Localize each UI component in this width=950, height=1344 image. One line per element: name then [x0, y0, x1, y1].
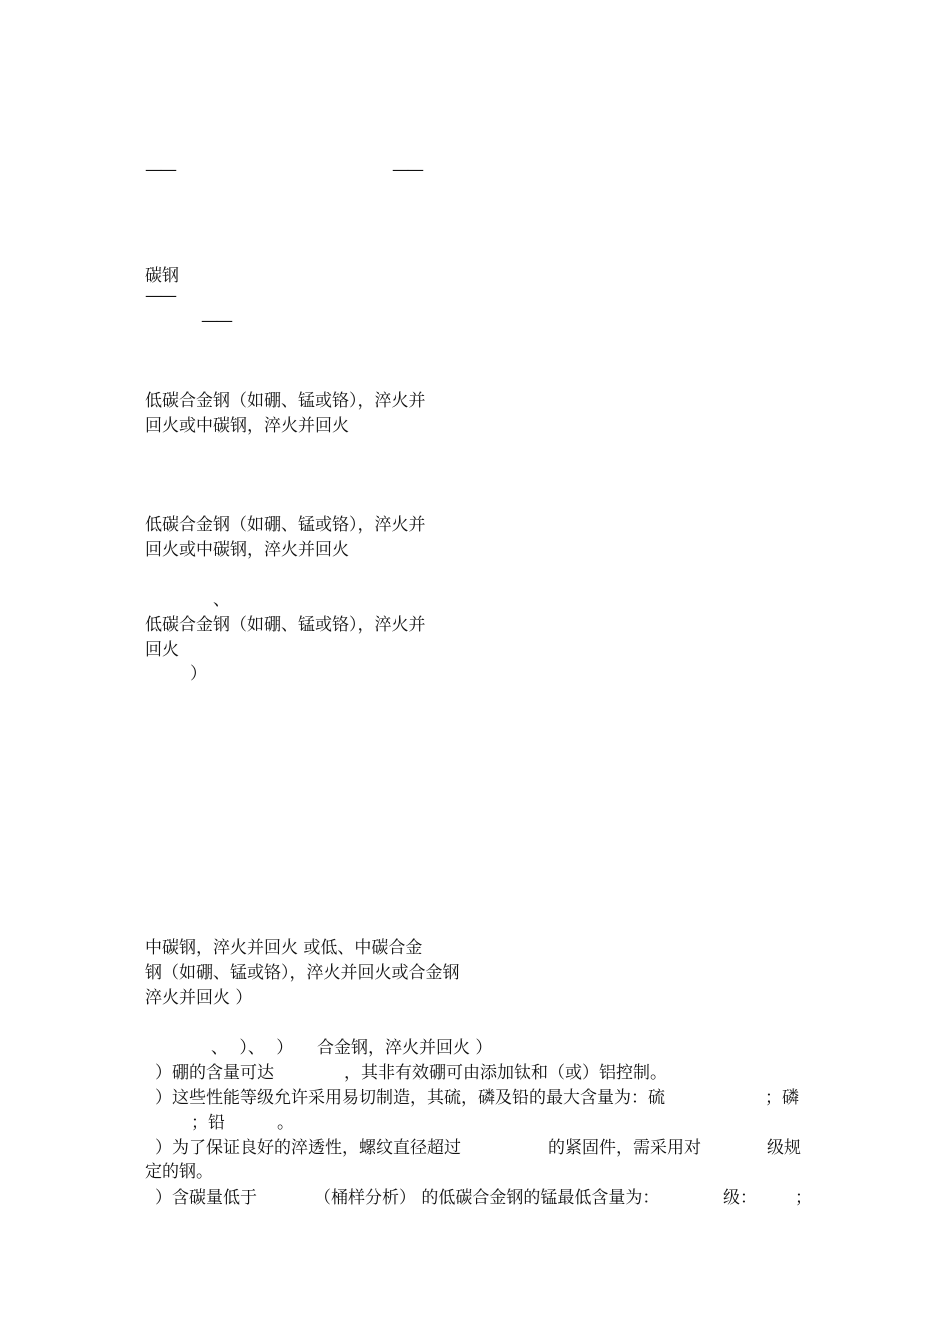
carbon-dash-2: —— [201, 311, 231, 331]
carbon-steel-label: 碳钢 [145, 266, 179, 286]
note-mn-c: 级： [723, 1188, 757, 1208]
note-hard-a: ）为了保证良好的淬透性，螺纹直径超过 [155, 1138, 461, 1158]
block4-line3: 淬火并回火 ） [145, 988, 253, 1008]
block3-paren: ） [190, 664, 207, 684]
block3-line1: 低碳合金钢（如硼、锰或铬），淬火并 [145, 615, 426, 635]
note-hard-b: 的紧固件，需采用对 [548, 1138, 701, 1158]
note-mn-b: （桶样分析） 的低碳合金钢的锰最低含量为： [314, 1188, 660, 1208]
note-hard-c: 级规 [767, 1138, 801, 1158]
block1-line1: 低碳合金钢（如硼、锰或铬），淬火并 [145, 391, 426, 411]
note-free-a: ）这些性能等级允许采用易切制造，其硫，磷及铅的最大含量为：硫 [155, 1088, 665, 1108]
carbon-dash-1: —— [145, 286, 175, 306]
top-dash-right: —— [392, 160, 422, 180]
note-free-c: ；铅 [191, 1113, 225, 1133]
block2-line1: 低碳合金钢（如硼、锰或铬），淬火并 [145, 515, 426, 535]
note-free-b: ；磷 [765, 1088, 799, 1108]
note-free-d: 。 [277, 1113, 294, 1133]
notes-row-marks: 、 ）、 ） [211, 1038, 294, 1058]
block3-line2: 回火 [145, 640, 179, 660]
top-dash-left: —— [145, 160, 175, 180]
note-boron-b: ，其非有效硼可由添加钛和（或）铝控制。 [344, 1063, 667, 1083]
notes-row-text: 合金钢，淬火并回火 ） [317, 1038, 493, 1058]
block4-line2: 钢（如硼、锰或铬），淬火并回火或合金钢 [145, 963, 460, 983]
block3-mark: 、 [213, 590, 230, 610]
note-mn-d: ； [795, 1188, 812, 1208]
block1-line2: 回火或中碳钢，淬火并回火 [145, 416, 349, 436]
note-hard-d: 定的钢。 [145, 1162, 213, 1182]
note-mn-a: ）含碳量低于 [155, 1188, 257, 1208]
block4-line1: 中碳钢，淬火并回火 或低、中碳合金 [145, 938, 423, 958]
note-boron-a: ）硼的含量可达 [155, 1063, 274, 1083]
block2-line2: 回火或中碳钢，淬火并回火 [145, 540, 349, 560]
